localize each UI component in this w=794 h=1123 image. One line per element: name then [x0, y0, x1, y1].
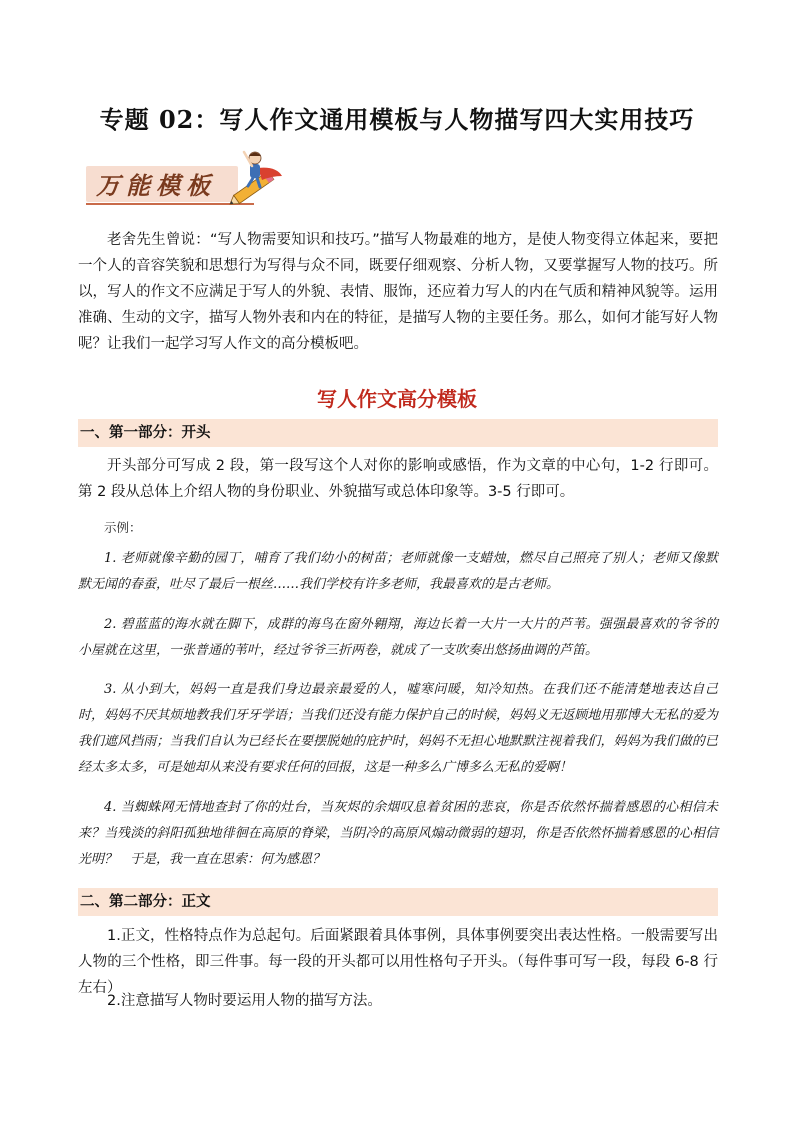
body-paragraph: 2.注意描写人物时要运用人物的描写方法。 — [107, 993, 382, 1009]
template-banner — [86, 146, 286, 212]
example-paragraph: 3. 从小到大，妈妈一直是我们身边最亲最爱的人，嘘寒问暖，知冷知热。在我们还不能清楚地表达自己时，妈妈不厌其烦地教我们牙牙学语；当我们还没有能力保护自己的时候，妈妈义无返顾地用那博大无私的爱为我们遮风挡雨；当我们自认为已经长在要摆脱她的庇护时，妈妈不无担心地默默注视着我们，妈妈为我们做的已经太多太多，可是她却从来没有要求任何的回报，这是一种多么广博多么无私的爱啊！ — [78, 682, 718, 775]
section-heading-opening: 一、第一部分：开头 — [78, 419, 718, 447]
example-label: 示例： — [104, 520, 142, 535]
section-subtitle: 写人作文高分模板 — [317, 387, 477, 411]
body-paragraph: 1.正文，性格特点作为总起句。后面紧跟着具体事例，具体事例要突出表达性格。一般需要写出人物的三个性格，即三件事。每一段的开头都可以用性格句子开头。（每件事可写一段，每段 6-8 行左右） — [78, 928, 718, 996]
pencil-rider-illustration — [224, 146, 284, 212]
opening-paragraph: 开头部分可写成 2 段，第一段写这个人对你的影响或感悟，作为文章的中心句，1-2 行即可。第 2 段从总体上介绍人物的身份职业、外貌描写或总体印象等。3-5 行即可。 — [78, 458, 718, 500]
example-paragraph: 1. 老师就像辛勤的园丁，哺育了我们幼小的树苗；老师就像一支蜡烛，燃尽自己照亮了别人；老师又像默默无闻的春蚕，吐尽了最后一根丝……我们学校有许多老师，我最喜欢的是古老师。 — [78, 551, 718, 592]
intro-paragraph: 老舍先生曾说：“写人物需要知识和技巧。”描写人物最难的地方，是使人物变得立体起来，要把一个人的音容笑貌和思想行为写得与众不同，既要仔细观察、分析人物，又要掌握写人物的技巧。所以，写人的作文不应满足于写人的外貌、表情、服饰，还应着力写人的内在气质和精神风貌等。运用准确、生动的文字，描写人物外表和内在的特征，是描写人物的主要任务。那么，如何才能写好人物呢？让我们一起学习写人作文的高分模板吧。 — [78, 232, 718, 352]
section-heading-body: 二、第二部分：正文 — [78, 888, 718, 916]
document-title: 专题 02：写人作文通用模板与人物描写四大实用技巧 — [99, 105, 695, 134]
example-paragraph: 2. 碧蓝蓝的海水就在脚下，成群的海鸟在窗外翱翔，海边长着一大片一大片的芦苇。强强最喜欢的爷爷的小屋就在这里，一张普通的苇叶，经过爷爷三折两卷，就成了一支吹奏出悠扬曲调的芦笛。 — [78, 617, 718, 658]
example-paragraph: 4. 当蜘蛛网无情地查封了你的灶台，当灰烬的余烟叹息着贫困的悲哀，你是否依然怀揣着感恩的心相信未来？当残淡的斜阳孤独地徘徊在高原的脊梁，当阴冷的高原风煽动微弱的翅羽，你是否依然怀揣着感恩的心相信光明？ 于是，我一直在思索：何为感恩？ — [78, 800, 718, 867]
banner-label: 万能模板 — [96, 171, 216, 200]
